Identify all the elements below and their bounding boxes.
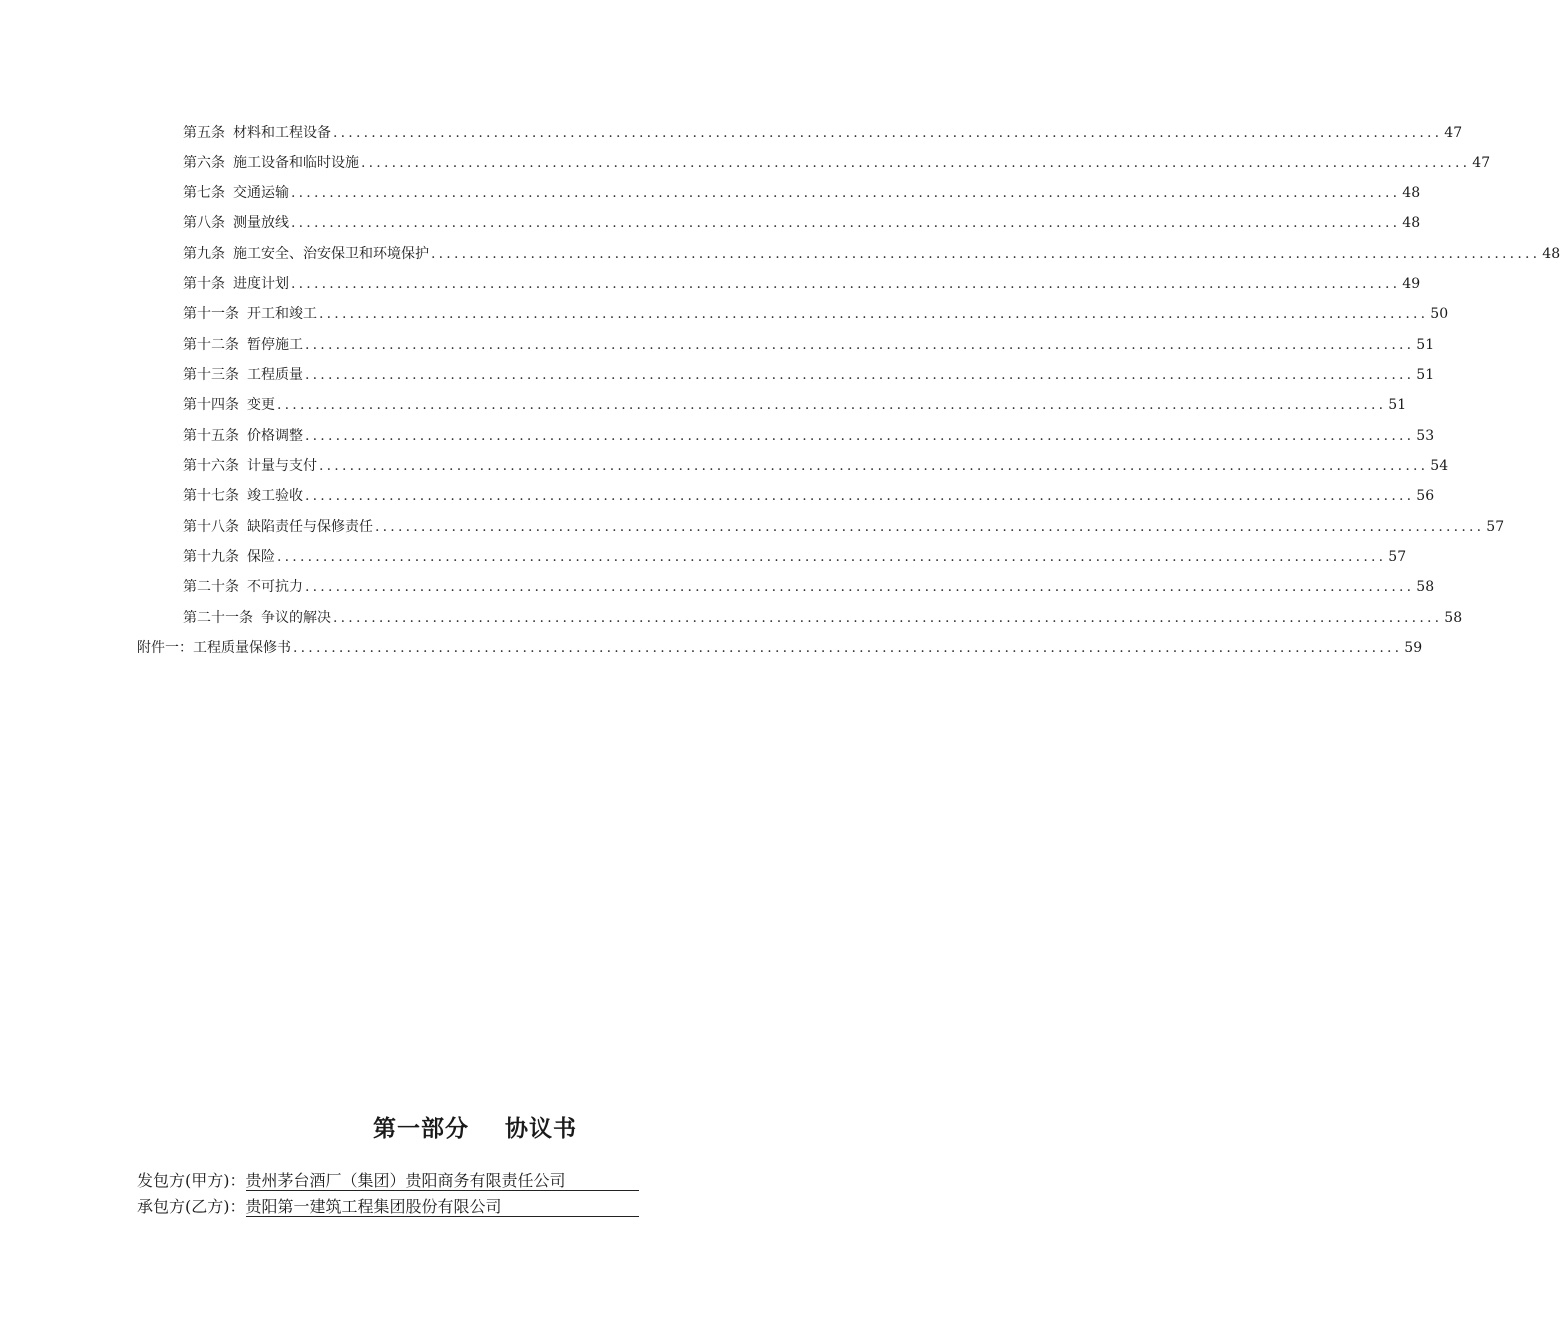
toc-leader-dots: ................................................................................................................................................. (291, 276, 1401, 292)
party-b-line (137, 1196, 639, 1218)
toc-entry[interactable] (183, 154, 1491, 172)
toc-entry-page: 54 (1430, 458, 1449, 474)
toc-entry[interactable] (183, 457, 1449, 475)
section-title: 第一部分 协议书 (372, 1115, 578, 1142)
toc-entry-page: 57 (1388, 549, 1407, 565)
toc-appendix-entry[interactable] (137, 639, 1423, 657)
party-a-line (137, 1170, 639, 1192)
toc-entry[interactable] (183, 124, 1463, 142)
toc-entry-title: 保险 (247, 549, 275, 565)
toc-entry-number: 第二十条 (183, 579, 239, 595)
toc-entry-number: 第十六条 (183, 458, 239, 474)
toc-entry[interactable] (183, 548, 1407, 566)
toc-entry-number: 第十三条 (183, 367, 239, 383)
toc-leader-dots: ................................................................................................................................................. (431, 246, 1541, 262)
toc-entry-page: 47 (1444, 125, 1463, 141)
toc-leader-dots: ................................................................................................................................................. (305, 579, 1415, 595)
toc-entry-title: 施工安全、治安保卫和环境保护 (233, 246, 429, 262)
toc-leader-dots: ................................................................................................................................................. (305, 488, 1415, 504)
toc-entry-number: 第八条 (183, 215, 225, 231)
toc-entry-page: 58 (1416, 579, 1435, 595)
toc-entry-number: 第十四条 (183, 397, 239, 413)
toc-entry-number: 第十八条 (183, 519, 239, 535)
toc-leader-dots: ................................................................................................................................................. (333, 125, 1443, 141)
toc-entry-number: 第十七条 (183, 488, 239, 504)
toc-entry[interactable] (183, 245, 1560, 263)
toc-leader-dots: ................................................................................................................................................. (305, 367, 1415, 383)
toc-entry[interactable] (183, 184, 1421, 202)
toc-entry-number: 第十九条 (183, 549, 239, 565)
toc-leader-dots: ................................................................................................................................................. (305, 337, 1415, 353)
toc-entry-title: 不可抗力 (247, 579, 303, 595)
toc-entry-page: 47 (1472, 155, 1491, 171)
toc-entry-number: 第二十一条 (183, 610, 253, 626)
toc-entry-page: 58 (1444, 610, 1463, 626)
toc-leader-dots: ................................................................................................................................................. (319, 458, 1429, 474)
toc-entry-title: 工程质量 (247, 367, 303, 383)
toc-leader-dots: ................................................................................................................................................. (319, 306, 1429, 322)
toc-entry-page: 49 (1402, 276, 1421, 292)
toc-entry-page: 53 (1416, 428, 1435, 444)
toc-entry-number: 第六条 (183, 155, 225, 171)
toc-leader-dots: ................................................................................................................................................. (291, 215, 1401, 231)
toc-leader-dots: ................................................................................................................................................. (305, 428, 1415, 444)
toc-entry-page: 56 (1416, 488, 1435, 504)
toc-entry-number: 第十二条 (183, 337, 239, 353)
toc-entry[interactable] (183, 427, 1435, 445)
toc-entry-title: 施工设备和临时设施 (233, 155, 359, 171)
toc-entry-page: 51 (1416, 367, 1435, 383)
toc-entry[interactable] (183, 366, 1435, 384)
toc-entry-title: 争议的解决 (261, 610, 331, 626)
toc-entry[interactable] (183, 336, 1435, 354)
toc-entry[interactable] (183, 518, 1505, 536)
toc-leader-dots: ................................................................................................................................................. (333, 610, 1443, 626)
toc-leader-dots: ................................................................................................................................................. (291, 185, 1401, 201)
toc-entry-page: 48 (1402, 185, 1421, 201)
toc-entry-title: 附件一：工程质量保修书 (137, 640, 291, 656)
toc-entry-title: 暂停施工 (247, 337, 303, 353)
toc-entry[interactable] (183, 487, 1435, 505)
toc-entry[interactable] (183, 305, 1449, 323)
toc-entry-title: 进度计划 (233, 276, 289, 292)
toc-entry-title: 价格调整 (247, 428, 303, 444)
party-a-label: 发包方(甲方)： (137, 1171, 246, 1190)
toc-entry-page: 59 (1404, 640, 1423, 656)
toc-entry[interactable] (183, 396, 1407, 414)
toc-leader-dots: ................................................................................................................................................. (277, 397, 1387, 413)
toc-entry[interactable] (183, 609, 1463, 627)
toc-entry[interactable] (183, 275, 1421, 293)
toc-entry[interactable] (183, 214, 1421, 232)
toc-entry-title: 缺陷责任与保修责任 (247, 519, 373, 535)
toc-entry-title: 竣工验收 (247, 488, 303, 504)
toc-entry-title: 交通运输 (233, 185, 289, 201)
toc-leader-dots: ................................................................................................................................................. (361, 155, 1471, 171)
toc-entry-number: 第五条 (183, 125, 225, 141)
toc-entry-page: 57 (1486, 519, 1505, 535)
party-b-label: 承包方(乙方)： (137, 1197, 246, 1216)
toc-entry-number: 第十一条 (183, 306, 239, 322)
toc-leader-dots: ................................................................................................................................................. (277, 549, 1387, 565)
party-a-name: 贵州茅台酒厂（集团）贵阳商务有限责任公司 (246, 1172, 639, 1191)
toc-entry-number: 第七条 (183, 185, 225, 201)
toc-entry-title: 计量与支付 (247, 458, 317, 474)
toc-entry[interactable] (183, 578, 1435, 596)
toc-leader-dots: ................................................................................................................................................. (293, 640, 1403, 656)
toc-entry-number: 第九条 (183, 246, 225, 262)
toc-entry-page: 48 (1542, 246, 1560, 262)
toc-entry-title: 测量放线 (233, 215, 289, 231)
toc-entry-page: 48 (1402, 215, 1421, 231)
toc-entry-title: 开工和竣工 (247, 306, 317, 322)
toc-entry-page: 51 (1388, 397, 1407, 413)
toc-entry-number: 第十条 (183, 276, 225, 292)
toc-entry-page: 51 (1416, 337, 1435, 353)
toc-entry-page: 50 (1430, 306, 1449, 322)
toc-entry-title: 变更 (247, 397, 275, 413)
toc-entry-title: 材料和工程设备 (233, 125, 331, 141)
toc-entry-number: 第十五条 (183, 428, 239, 444)
party-b-name: 贵阳第一建筑工程集团股份有限公司 (246, 1198, 639, 1217)
toc-leader-dots: ................................................................................................................................................. (375, 519, 1485, 535)
